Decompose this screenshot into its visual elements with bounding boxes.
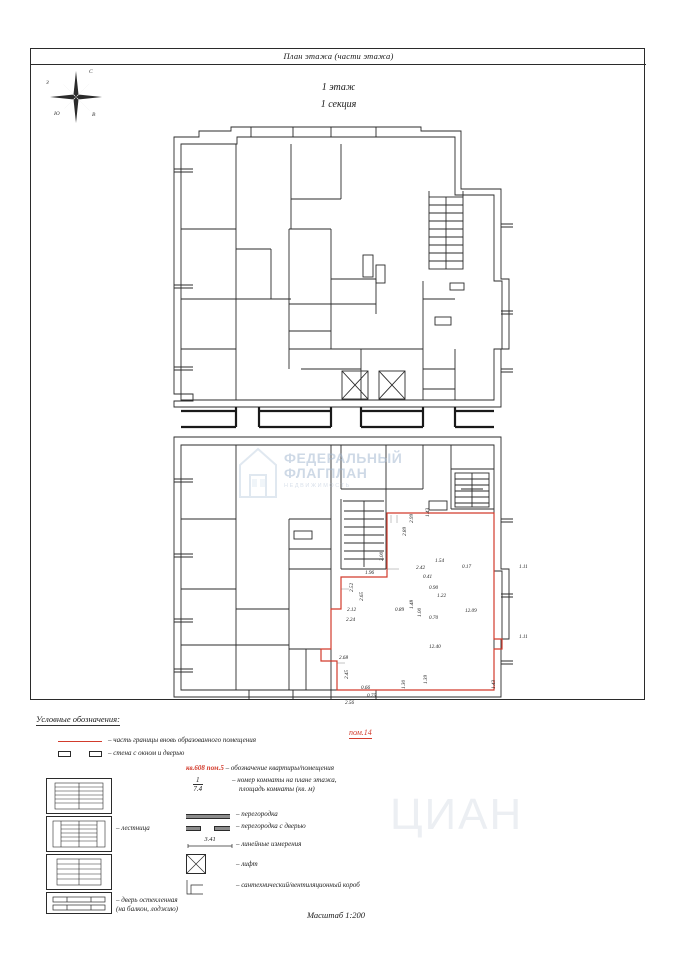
svg-text:2.68: 2.68 xyxy=(339,655,349,661)
svg-text:1.39: 1.39 xyxy=(423,674,429,684)
legend-swatch-stair-3 xyxy=(46,854,112,890)
legend-linear-dim-value: 3.41 xyxy=(204,836,216,843)
watermark-brand-line2: ФЛАГПЛАН xyxy=(284,465,368,481)
svg-text:0.70: 0.70 xyxy=(429,615,439,621)
svg-text:1.00: 1.00 xyxy=(417,607,423,617)
frame-title: План этажа (части этажа) xyxy=(31,49,646,65)
svg-text:1.11: 1.11 xyxy=(519,634,528,640)
svg-text:0.17: 0.17 xyxy=(462,564,472,570)
svg-text:1.43: 1.43 xyxy=(491,679,497,689)
svg-text:2.56: 2.56 xyxy=(345,700,355,706)
svg-text:1.96: 1.96 xyxy=(365,570,375,576)
svg-text:0.75: 0.75 xyxy=(367,693,377,699)
legend-swatch-stair-2 xyxy=(46,816,112,852)
legend-item-wall-window-door: – стена с окном и дверью xyxy=(108,749,185,757)
svg-text:1.11: 1.11 xyxy=(519,564,528,570)
legend-swatch-linear-dim xyxy=(186,836,234,849)
legend-item-glazed-door-line2: (на балкон, лоджию) xyxy=(116,905,178,913)
legend-item-partition-door: – перегородка с дверью xyxy=(236,822,306,830)
svg-text:1.43: 1.43 xyxy=(425,507,431,517)
legend-item-new-boundary: – часть границы вновь образованного помещения xyxy=(108,736,256,744)
svg-text:0.41: 0.41 xyxy=(423,574,433,580)
compass-east-label: В xyxy=(92,112,96,118)
compass-west-label: З xyxy=(46,80,49,86)
svg-text:12.40: 12.40 xyxy=(429,644,441,650)
svg-text:0.90: 0.90 xyxy=(429,585,439,591)
legend-item-stair: – лестница xyxy=(116,824,150,832)
legend-swatch-wall-window-door xyxy=(58,751,102,757)
room-tag-label: пом.14 xyxy=(349,728,372,737)
legend-swatch-stair-1 xyxy=(46,778,112,814)
legend-title: Условные обозначения: xyxy=(36,714,120,724)
legend-dim-arrow-icon xyxy=(186,843,234,849)
scale-label: Масштаб 1:200 xyxy=(306,910,366,920)
svg-text:2.00: 2.00 xyxy=(379,551,385,561)
legend-item-linear-dim: – линейные измерения xyxy=(236,840,302,848)
watermark-big-text: ЦИАН xyxy=(390,790,524,839)
legend-item-code xyxy=(186,764,334,772)
svg-text:2.89: 2.89 xyxy=(402,526,408,536)
legend-item-room-number-line1: – номер комнаты на плане этажа, xyxy=(232,776,337,784)
svg-text:12.09: 12.09 xyxy=(465,608,477,614)
legend-room-number: 1 xyxy=(193,776,203,785)
section-label: 1 секция xyxy=(320,99,357,110)
legend-item-glazed-door-line1: – дверь остекленная xyxy=(116,896,178,904)
legend-swatch-new-boundary xyxy=(58,741,102,742)
legend-room-area: 7.4 xyxy=(193,785,203,793)
svg-text:2.65: 2.65 xyxy=(359,591,365,601)
svg-text:0.89: 0.89 xyxy=(395,607,405,613)
compass-south-label: Ю xyxy=(54,111,60,117)
svg-text:2.42: 2.42 xyxy=(416,565,426,571)
floor-label: 1 этаж xyxy=(321,82,356,93)
svg-text:2.45: 2.45 xyxy=(344,669,350,679)
legend-item-duct: – сантехнический/вентиляционный короб xyxy=(236,881,360,889)
legend-swatch-lift xyxy=(186,854,206,874)
legend-code-sample: кв.608 пом.5 xyxy=(186,764,224,772)
legend-item-partition: – перегородка xyxy=(236,810,278,818)
legend xyxy=(36,714,636,924)
watermark-brand-line1: ФЕДЕРАЛЬНЫЙ xyxy=(284,450,403,466)
legend-swatch-duct xyxy=(186,879,204,895)
svg-text:1.54: 1.54 xyxy=(435,558,445,564)
legend-swatch-partition-door xyxy=(186,826,230,831)
legend-item-room-number-line2: площадь комнаты (кв. м) xyxy=(239,785,315,793)
legend-code-label: – обозначение квартиры/помещения xyxy=(225,764,335,772)
svg-text:1.30: 1.30 xyxy=(401,679,407,689)
svg-text:1.48: 1.48 xyxy=(409,599,415,609)
svg-text:1.22: 1.22 xyxy=(437,593,447,599)
svg-text:2.52: 2.52 xyxy=(349,582,355,592)
legend-room-number-fraction xyxy=(193,776,203,793)
legend-swatch-partition xyxy=(186,814,230,819)
legend-item-lift: – лифт xyxy=(236,860,258,868)
floor-plan-drawing xyxy=(31,49,646,706)
svg-text:0.66: 0.66 xyxy=(361,685,371,691)
svg-text:2.99: 2.99 xyxy=(409,513,415,523)
svg-text:2.12: 2.12 xyxy=(347,607,357,613)
watermark-subtitle: НЕДВИЖИМОСТЬ xyxy=(284,483,351,489)
svg-text:2.24: 2.24 xyxy=(346,617,356,623)
compass-north-label: С xyxy=(89,69,93,75)
